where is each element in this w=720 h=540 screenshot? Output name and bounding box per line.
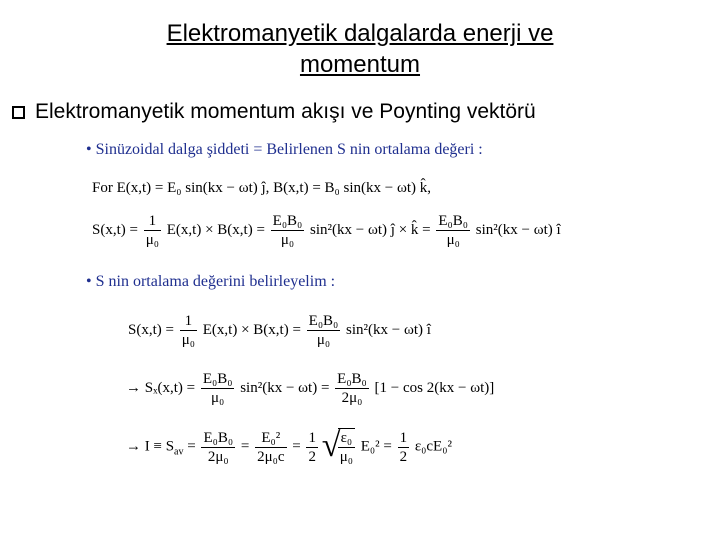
- eq5-sub: av: [174, 446, 184, 458]
- eq3-frac-den: μ₀: [181, 332, 195, 348]
- eq3-frac2: [307, 312, 341, 349]
- eq4-frac2-den: 2μ₀: [341, 390, 363, 406]
- eq2-frac2-den: μ₀: [280, 232, 295, 248]
- equation-poynting-repeat: [128, 312, 431, 349]
- eq5-e02: E₀² =: [360, 438, 392, 455]
- eq4-frac-num: E₀B₀: [202, 371, 233, 387]
- eq4-lhs: → Sₓ(x,t) =: [126, 379, 196, 396]
- slide-title-line2: momentum: [299, 51, 421, 78]
- eq4-frac2-num: E₀B₀: [337, 371, 367, 387]
- eq2-frac2-num: E₀B₀: [272, 213, 303, 229]
- eq3-lhs: S(x,t) =: [128, 321, 174, 338]
- eq5-frac3: [306, 429, 318, 466]
- eq2-frac-num: 1: [144, 212, 161, 231]
- bullet-average: • S nin ortalama değerini belirleyelim :: [86, 273, 336, 290]
- eq4-tail: [1 − cos 2(kx − ωt)]: [374, 379, 495, 396]
- eq5-f2-den: 2μ₀c: [257, 448, 285, 465]
- eq2-mid: E(x,t) × B(x,t) =: [166, 221, 265, 238]
- slide-title: [90, 18, 630, 80]
- eq2-tail1: sin²(kx − ωt) ĵ × k̂ =: [310, 221, 431, 238]
- eq5-sq-den: μ₀: [339, 449, 354, 465]
- eq5-sqrt-frac: [338, 428, 355, 466]
- eq5-eq: =: [187, 438, 196, 455]
- checkbox-bullet-icon: [12, 106, 25, 119]
- eq5-tail: ε₀cE₀²: [414, 438, 452, 455]
- eq4-frac2: [335, 370, 369, 407]
- eq2-tail2: sin²(kx − ωt) î: [475, 221, 561, 238]
- eq2-lhs: S(x,t) =: [92, 221, 138, 238]
- eq4-frac-den: μ₀: [210, 390, 225, 406]
- section-heading-text: Elektromanyetik momentum akışı ve Poynting vektörü: [35, 100, 536, 123]
- eq5-frac1: [201, 429, 235, 466]
- eq3-frac2-den: μ₀: [316, 332, 331, 348]
- eq3-frac: [180, 312, 197, 349]
- equation-poynting-instant: [92, 212, 561, 249]
- eq3-tail: sin²(kx − ωt) î: [346, 321, 431, 338]
- slide-title-line1: Elektromanyetik dalgalarda enerji ve: [166, 20, 554, 47]
- eq5-sq-num: √ ε₀: [338, 429, 355, 448]
- eq5-f4-num: 1: [399, 429, 408, 446]
- eq5-sqrt: [324, 428, 357, 466]
- eq5-f3-den: 2: [308, 448, 316, 465]
- eq2-frac3: [436, 212, 470, 249]
- eq2-frac-one-over-mu0: [144, 212, 161, 249]
- eq5-frac2: [255, 429, 286, 466]
- eq3-mid: E(x,t) × B(x,t) =: [202, 321, 301, 338]
- equation-fields-text: For E(x,t) = E₀ sin(kx − ωt) ĵ, B(x,t) = B₀ sin(kx − ωt) k̂,: [92, 180, 432, 196]
- eq3-frac2-num: E₀B₀: [308, 313, 339, 329]
- bullet-intensity: • Sinüzoidal dalga şiddeti = Belirlenen S nin ortalama değeri :: [86, 141, 483, 158]
- eq2-frac3-num: E₀B₀: [438, 213, 469, 229]
- eq5-f2-num: E₀²: [255, 429, 286, 448]
- eq3-frac-num: 1: [180, 312, 197, 331]
- eq5-frac4: [398, 429, 410, 466]
- eq2-frac-e0b0-mu0: [271, 212, 305, 249]
- eq5-f1-den: 2μ₀: [207, 448, 229, 465]
- equation-sx: [126, 370, 494, 407]
- section-heading: [12, 98, 712, 126]
- equation-fields: [92, 180, 431, 197]
- eq2-frac-den: μ₀: [145, 232, 159, 248]
- eq5-f3-num: 1: [308, 429, 316, 446]
- eq2-frac3-den: μ₀: [446, 232, 460, 248]
- eq5-lhs: → I ≡ S: [126, 438, 175, 455]
- eq4-mid: sin²(kx − ωt) =: [240, 379, 330, 396]
- eq4-frac: [201, 370, 235, 407]
- equation-intensity: → $I \equiv S_{av}$ = $\frac{\text{E₀B₀}}{\text{2μ₀}}$ = $\frac{\text{E₀²}}{\text{2μ₀c}}$ = $\frac{1}{2}$ √ $\frac{\text{ε₀}}{\text{μ₀}}$ E₀² = $\frac{1}{2}$ ε₀cE₀²: [126, 428, 452, 466]
- eq5-f1-num: E₀B₀: [203, 429, 234, 446]
- eq5-f4-den: 2: [399, 448, 408, 465]
